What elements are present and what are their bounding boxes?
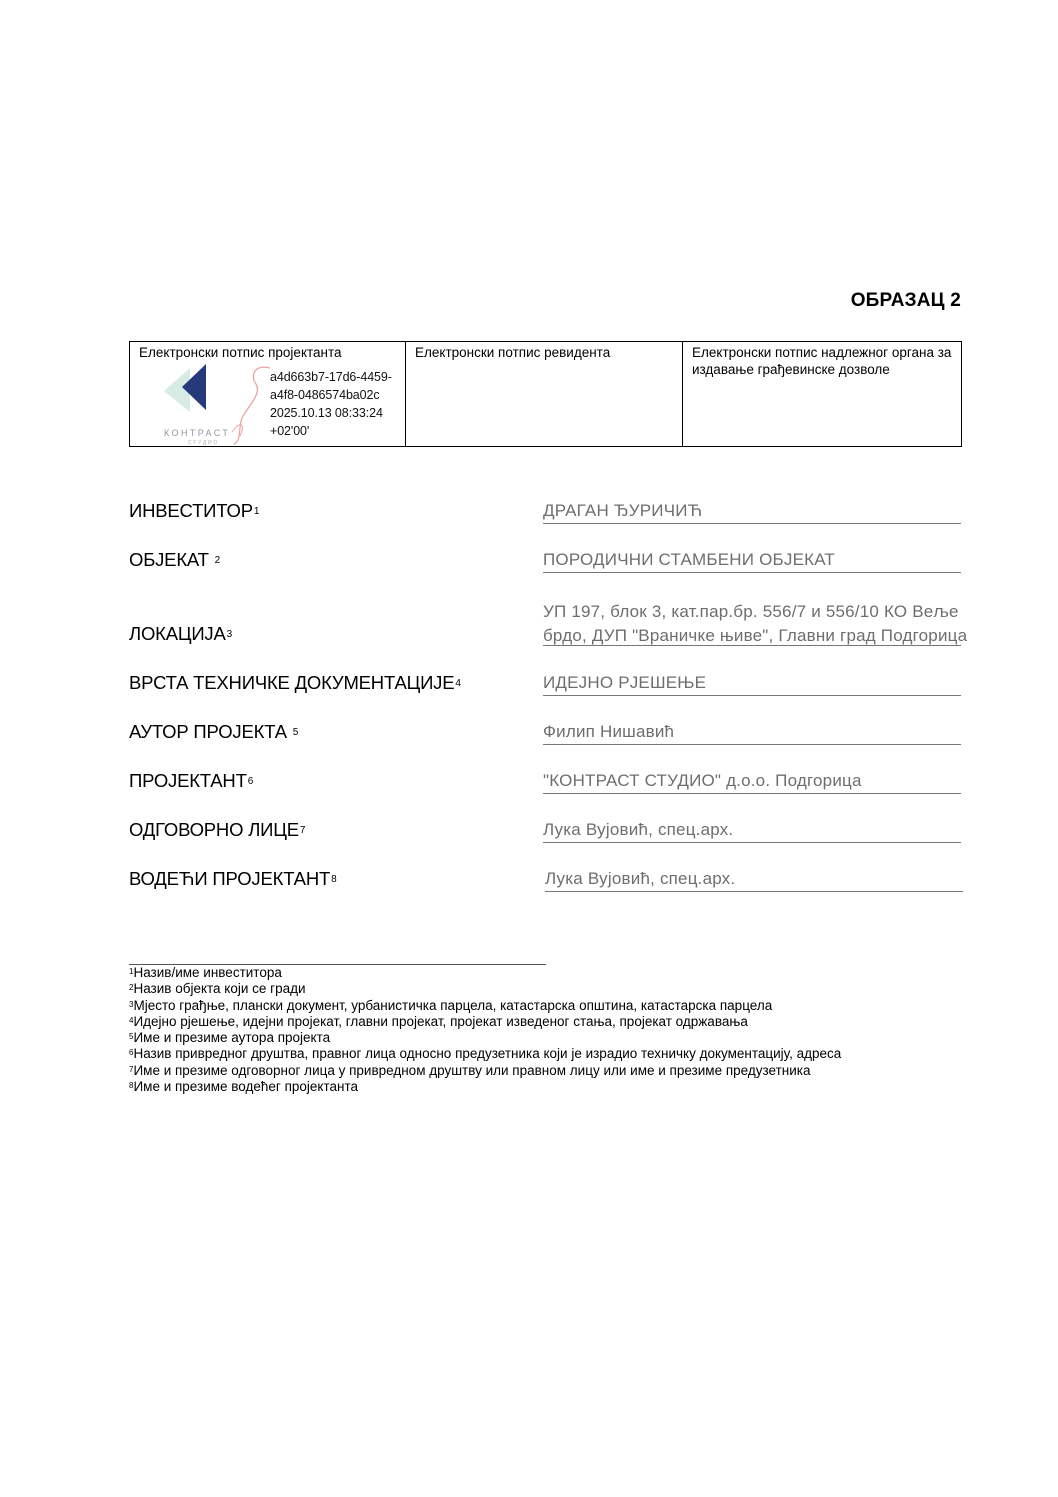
logo-subtext: СТУДИО <box>188 440 220 446</box>
doc-type-value: ИДЕЈНО РЈЕШЕЊЕ <box>543 672 961 696</box>
form-title: ОБРАЗАЦ 2 <box>850 290 961 311</box>
location-value-line2: брдо, ДУП "Враничке њиве", Главни град Подгорица <box>543 626 968 645</box>
investor-value: ДРАГАН ЂУРИЧИЋ <box>543 500 961 524</box>
footnote-7: $^7$Име и презиме одговорног лица у привредном друштву или правном лицу или име и презиме предузетника <box>129 1062 811 1078</box>
footnote-6: $^6$Назив привредног друштва, правног лица односно предузетника који је израдио техничку документацију, адреса <box>129 1046 842 1062</box>
footnotes <box>129 965 841 1095</box>
author-label: АУТОР ПРОЈЕКТА $^5$ <box>129 721 299 742</box>
digital-signature-details <box>270 368 392 440</box>
logo-wordmark: КОНТРАСТ <box>164 428 231 438</box>
lead-designer-value: Лука Вујовић, спец.арх. <box>545 868 963 892</box>
footnote-3: $^3$Мјесто грађње, плански документ, урбанистичка парцела, катастарска општина, катастарска парцела <box>129 997 773 1013</box>
object-label: ОБЈЕКАТ $^2$ <box>129 549 221 570</box>
location-underline <box>543 645 961 646</box>
designer-value: "КОНТРАСТ СТУДИО" д.о.о. Подгорица <box>543 770 961 794</box>
location-value-line1: УП 197, блок 3, кат.пар.бр. 556/7 и 556/10 КО Веље <box>543 602 959 621</box>
responsible-person-value: Лука Вујовић, спец.арх. <box>543 819 961 843</box>
footnote-1: $^1$Назив/име инвеститора <box>129 965 282 980</box>
designer-signature-cell <box>130 342 406 447</box>
authority-signature-cell <box>683 342 962 447</box>
designer-signature-label: Електронски потпис пројектанта <box>139 345 342 360</box>
reviewer-signature-cell <box>406 342 683 447</box>
signature-table <box>129 341 962 447</box>
author-value: Филип Нишавић <box>543 721 961 745</box>
object-value: ПОРОДИЧНИ СТАМБЕНИ ОБЈЕКАТ <box>543 549 961 573</box>
doc-type-label: ВРСТА ТЕХНИЧКЕ ДОКУМЕНТАЦИЈЕ$^4$ <box>129 672 461 693</box>
signature-id-line1: a4d663b7-17d6-4459- <box>270 370 392 384</box>
authority-signature-label: Електронски потпис надлежног органа за издавање грађевинске дозволе <box>692 345 952 377</box>
footnote-4: $^4$Идејно рјешење, идејни пројекат, главни пројекат, пројекат изведеног стања, пројекат одржавања <box>129 1013 748 1029</box>
footnote-8: $^8$Име и презиме водећег пројектанта <box>129 1079 359 1095</box>
lead-designer-label: ВОДЕЋИ ПРОЈЕКТАНТ$^8$ <box>129 868 337 889</box>
location-value <box>543 600 1011 649</box>
signature-timezone: +02'00' <box>270 424 310 438</box>
footnote-5: $^5$Име и презиме аутора пројекта <box>129 1030 331 1046</box>
signature-date: 2025.10.13 08:33:24 <box>270 406 383 420</box>
responsible-person-label: ОДГОВОРНО ЛИЦЕ$^7$ <box>129 819 306 840</box>
designer-label: ПРОЈЕКТАНТ$^6$ <box>129 770 254 791</box>
location-label: ЛОКАЦИЈА$^3$ <box>129 623 232 644</box>
signature-id-line2: a4f8-0486574ba02c <box>270 388 380 402</box>
investor-label: ИНВЕСТИТОР$^1$ <box>129 500 260 521</box>
footnote-2: $^2$Назив објекта који се гради <box>129 981 306 997</box>
reviewer-signature-label: Електронски потпис ревидента <box>415 345 611 360</box>
